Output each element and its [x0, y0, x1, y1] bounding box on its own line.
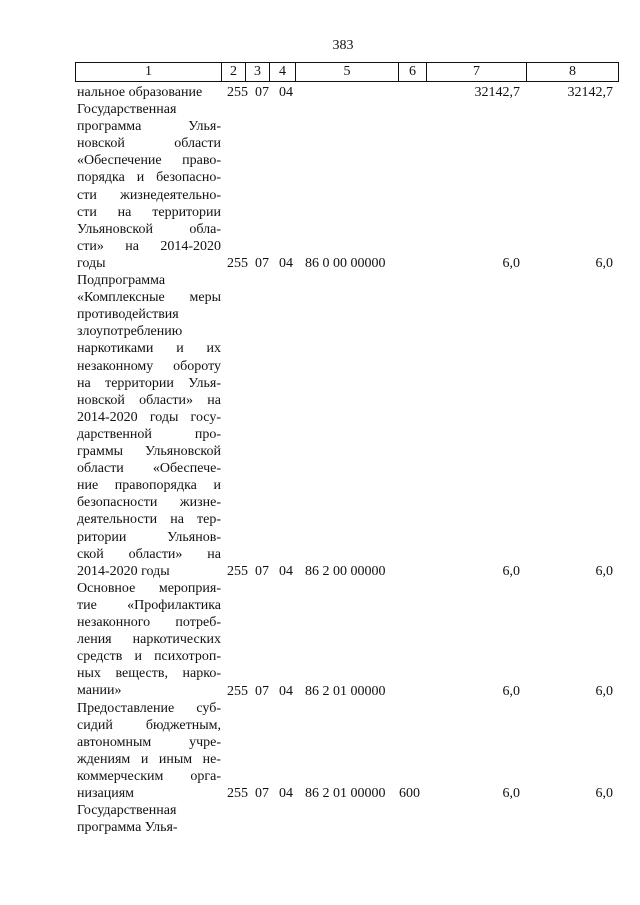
row-4-col5: 86 2 01 00000 — [305, 786, 386, 802]
row-2-col3: 07 — [255, 563, 269, 579]
row-1-col4: 04 — [279, 256, 293, 271]
header-col-2: 2 — [222, 63, 246, 81]
row-1-name — [77, 101, 221, 272]
row-2-line-8: 2014-2020 годы госу- — [77, 409, 221, 425]
row-2-line-2: противодействия — [77, 307, 179, 323]
row-1-line-6: сти на территории — [77, 204, 221, 220]
row-2-line-0: Подпрограмма — [77, 273, 166, 289]
row-1-col5: 86 0 00 00000 — [305, 256, 386, 271]
row-4-line-5: низациям — [77, 786, 135, 802]
row-3-line-6: мании» — [77, 683, 122, 699]
row-0-col7: 32142,7 — [474, 85, 520, 100]
row-4-line-1: сидий бюджетным, — [77, 717, 221, 733]
row-2-line-16: ской области» на — [77, 546, 221, 562]
row-2-line-10: граммы Ульяновской — [77, 444, 221, 460]
row-0-name — [77, 84, 221, 101]
row-3-col5: 86 2 01 00000 — [305, 683, 386, 699]
row-1-line-3: «Обеспечение право- — [77, 153, 221, 169]
row-4-col2: 255 — [227, 786, 248, 802]
row-2-line-17: 2014-2020 годы — [77, 563, 170, 579]
row-4-col6: 600 — [399, 786, 420, 802]
row-3-line-0: Основное мероприя- — [77, 580, 221, 596]
row-3-col3: 07 — [255, 683, 269, 699]
row-4-col3: 07 — [255, 786, 269, 802]
row-1-line-9: годы — [77, 255, 106, 271]
header-col-3: 3 — [246, 63, 270, 81]
row-1-line-1: программа Улья- — [77, 119, 221, 135]
header-col-8: 8 — [569, 64, 576, 79]
row-3-col2: 255 — [227, 683, 248, 699]
header-col-7: 7 — [427, 63, 527, 81]
header-col-4: 4 — [270, 63, 296, 81]
row-1-line-5: сти жизнедеятельно- — [77, 187, 221, 203]
row-2-line-7: новской области» на — [77, 392, 221, 408]
row-3-col8: 6,0 — [595, 683, 613, 699]
header-col-6: 6 — [399, 63, 427, 81]
row-2-col5: 86 2 00 00000 — [305, 563, 386, 579]
row-5-name — [77, 802, 221, 836]
row-4-line-4: коммерческим орга- — [77, 768, 221, 784]
row-2-col7: 6,0 — [502, 563, 520, 579]
header-col-5: 5 — [296, 63, 399, 81]
row-4-col7: 6,0 — [502, 786, 520, 802]
row-3-line-5: ных веществ, нарко- — [77, 666, 221, 682]
row-2-line-13: безопасности жизне- — [77, 495, 221, 511]
row-3-name — [77, 580, 221, 700]
row-3-line-3: ления наркотических — [77, 632, 221, 648]
row-2-line-12: ние правопорядка и — [77, 478, 221, 494]
row-2-line-1: «Комплексные меры — [77, 290, 221, 306]
row-2-col8: 6,0 — [595, 563, 613, 579]
row-0-line-0: нальное образование — [77, 85, 203, 100]
row-2-line-9: дарственной про- — [77, 426, 221, 442]
row-2-line-5: незаконному обороту — [77, 358, 221, 374]
row-2-line-14: деятельности на тер- — [77, 512, 221, 528]
row-2-col2: 255 — [227, 563, 248, 579]
row-1-line-7: Ульяновской обла- — [77, 221, 221, 237]
row-3-col7: 6,0 — [502, 683, 520, 699]
row-4-col4: 04 — [279, 786, 293, 802]
row-2-line-11: области «Обеспече- — [77, 461, 221, 477]
row-4-line-0: Предоставление суб- — [77, 700, 221, 716]
row-2-line-6: на территории Улья- — [77, 375, 221, 391]
row-1-col3: 07 — [255, 256, 269, 271]
header-col-1: 1 — [76, 63, 222, 81]
row-1-line-2: новской области — [77, 136, 221, 152]
row-0-col4: 04 — [279, 85, 293, 100]
row-1-line-4: порядка и безопасно- — [77, 170, 221, 186]
table-header — [75, 62, 619, 82]
row-2-name — [77, 272, 221, 580]
row-3-col4: 04 — [279, 683, 293, 699]
row-1-col2: 255 — [227, 256, 248, 271]
row-4-line-3: ждениям и иным не- — [77, 751, 221, 767]
row-1-line-0: Государственная — [77, 102, 177, 118]
row-3-line-2: незаконного потреб- — [77, 615, 221, 631]
row-4-line-2: автономным учре- — [77, 734, 221, 750]
row-4-name — [77, 700, 221, 803]
row-1-col8: 6,0 — [595, 256, 613, 271]
row-2-line-3: злоупотреблению — [77, 324, 183, 340]
row-1-col7: 6,0 — [502, 256, 520, 271]
row-4-col8: 6,0 — [595, 786, 613, 802]
row-5-line-0: Государственная — [77, 803, 177, 819]
row-1-line-8: сти» на 2014-2020 — [77, 238, 221, 254]
row-3-line-1: тие «Профилактика — [77, 597, 221, 613]
row-2-col4: 04 — [279, 563, 293, 579]
row-3-line-4: средств и психотроп- — [77, 649, 221, 665]
row-2-line-15: ритории Ульянов- — [77, 529, 221, 545]
page-number: 383 — [332, 38, 354, 53]
row-2-line-4: наркотиками и их — [77, 341, 221, 357]
row-5-line-1: программа Улья- — [77, 820, 178, 836]
row-0-col8: 32142,7 — [567, 85, 613, 100]
row-0-col3: 07 — [255, 85, 269, 100]
row-0-col2: 255 — [227, 85, 248, 100]
